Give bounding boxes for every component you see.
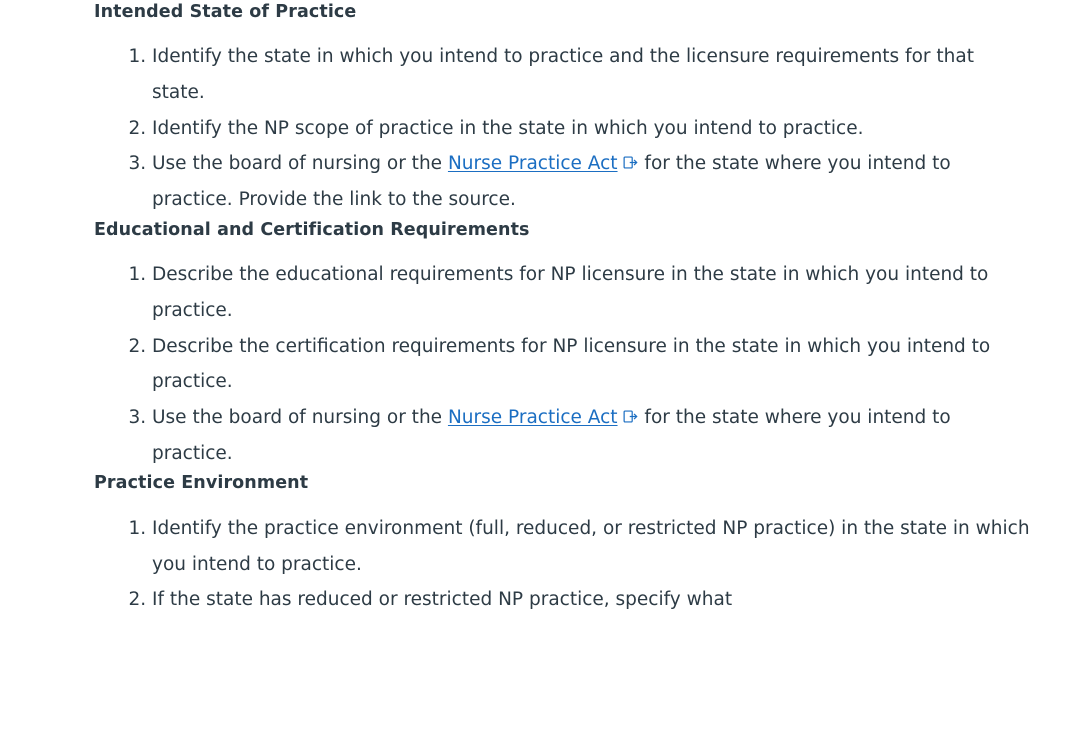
list-item-text: Identify the state in which you intend to practice and the licensure requirements for that state. [152, 46, 974, 104]
requirements-list [94, 257, 1032, 471]
external-link-icon [623, 155, 638, 170]
nurse-practice-act-link[interactable]: Nurse Practice Act [447, 407, 618, 429]
external-link-icon [623, 409, 638, 424]
list-item [152, 400, 1032, 471]
section-educational-and-certification-requirements [94, 218, 1032, 472]
list-item [152, 257, 1032, 328]
requirements-list [94, 511, 1032, 618]
section-heading: Practice Environment [94, 473, 309, 494]
list-item-text-before: Use the board of nursing or the [152, 153, 448, 175]
section-intended-state-of-practice [94, 0, 1032, 218]
section-heading: Educational and Certification Requirements [94, 219, 530, 240]
list-item-text: Identify the practice environment (full, reduced, or restricted NP practice) in the state in which you intend to practice. [152, 517, 1030, 575]
section-practice-environment [94, 471, 1032, 617]
list-item [152, 39, 1032, 110]
list-item-text: Describe the certification requirements for NP licensure in the state in which you intend to practice. [152, 335, 991, 393]
list-item-text: If the state has reduced or restricted NP practice, specify what [152, 589, 733, 611]
list-item-text: Identify the NP scope of practice in the state in which you intend to practice. [152, 117, 864, 139]
requirements-list [94, 39, 1032, 218]
nurse-practice-act-link[interactable]: Nurse Practice Act [447, 153, 618, 175]
list-item [152, 511, 1032, 582]
list-item [152, 111, 1032, 147]
section-heading: Intended State of Practice [94, 2, 357, 22]
list-item [152, 582, 1032, 618]
list-item-text-after: for the state where you intend to practice. [152, 407, 951, 464]
list-item-text-after: for the state where you intend to practice. Provide the link to the source. [152, 153, 951, 211]
list-item [152, 146, 1032, 217]
list-item-text-before: Use the board of nursing or the [152, 407, 448, 429]
list-item [152, 329, 1032, 400]
list-item-text: Describe the educational requirements for NP licensure in the state in which you intend to practice. [152, 264, 989, 321]
